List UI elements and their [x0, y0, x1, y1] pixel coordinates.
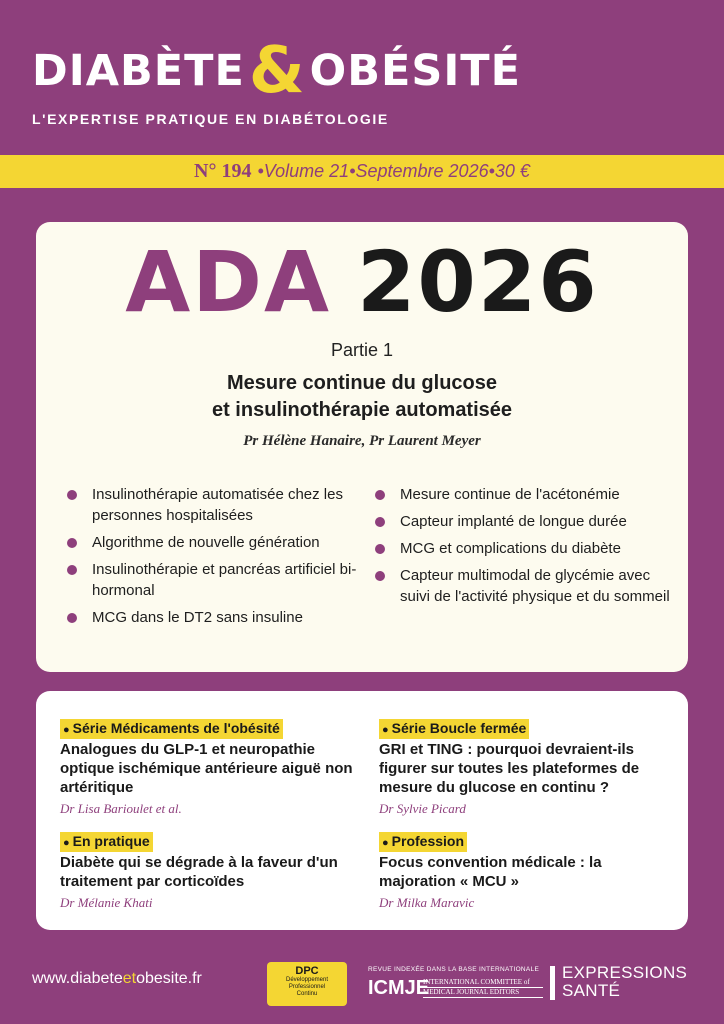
topics-list-left	[66, 484, 366, 634]
topic-item: Algorithme de nouvelle génération	[66, 532, 366, 553]
topic-item: MCG dans le DT2 sans insuline	[66, 607, 366, 628]
issue-volume: Volume 21	[263, 161, 350, 181]
dpc-line-2: Professionnel	[288, 984, 326, 990]
masthead-ampersand: &	[248, 34, 306, 108]
issue-date: Septembre 2026	[355, 161, 489, 181]
topic-item: Insulinothérapie automatisée chez les personnes hospitalisées	[66, 484, 366, 526]
icmje-subtitle	[423, 978, 543, 998]
topic-item: Insulinothérapie et pancréas artificiel bi-hormonal	[66, 559, 366, 601]
publisher-logo	[562, 964, 687, 1000]
feature-panel	[36, 222, 688, 672]
article-teaser[interactable]	[60, 719, 360, 817]
article-teaser[interactable]	[379, 832, 679, 911]
icmje-logo: ICMJE	[368, 977, 430, 999]
article-category: ● Série Boucle fermée	[379, 719, 529, 739]
issue-sep-1: •	[257, 161, 264, 181]
topic-item: Mesure continue de l'acétonémie	[374, 484, 679, 505]
website-url-highlight: et	[122, 970, 137, 987]
dpc-line-3: Continu	[296, 991, 318, 997]
icmje-subtitle-line-1: INTERNATIONAL COMMITTEE of	[423, 978, 543, 988]
issue-sep-3: •	[488, 161, 495, 181]
icmje-subtitle-line-2: MEDICAL JOURNAL EDITORS	[423, 988, 543, 998]
topic-item: Capteur multimodal de glycémie avec suivi de l'activité physique et du sommeil	[374, 565, 679, 607]
article-author: Dr Mélanie Khati	[60, 895, 153, 910]
article-title: Focus convention médicale : la majoration « MCU »	[379, 854, 602, 890]
issue-sep-2: •	[349, 161, 356, 181]
feature-subtitle	[36, 370, 688, 424]
publisher-line-2: SANTÉ	[562, 981, 621, 1000]
article-author: Dr Milka Maravic	[379, 895, 475, 910]
feature-subtitle-line-2: et insulinothérapie automatisée	[211, 399, 513, 421]
issue-bar	[0, 155, 724, 188]
feature-title-year: 2026	[356, 233, 599, 331]
website-link[interactable]	[32, 970, 202, 988]
article-teaser[interactable]	[60, 832, 360, 911]
publisher-line-1: EXPRESSIONS	[562, 963, 688, 982]
masthead-title	[32, 36, 521, 106]
website-url-prefix: www.diabete	[32, 970, 123, 987]
topic-item: Capteur implanté de longue durée	[374, 511, 679, 532]
issue-number: N° 194	[194, 160, 252, 182]
articles-panel	[36, 691, 688, 930]
masthead-tagline: L'EXPERTISE PRATIQUE EN DIABÉTOLOGIE	[32, 111, 389, 127]
article-title: Diabète qui se dégrade à la faveur d'un traitement par corticoïdes	[60, 854, 338, 890]
dpc-badge	[267, 962, 347, 1006]
topics-list-right	[374, 484, 679, 613]
feature-subtitle-line-1: Mesure continue du glucose	[226, 372, 498, 394]
feature-authors: Pr Hélène Hanaire, Pr Laurent Meyer	[243, 433, 481, 449]
feature-title-ada: ADA	[125, 233, 331, 331]
article-author: Dr Lisa Barioulet et al.	[60, 801, 182, 816]
publisher-logo-bar	[550, 966, 555, 1000]
icmje-index-text: REVUE INDEXÉE DANS LA BASE INTERNATIONALE	[368, 966, 540, 973]
article-title: Analogues du GLP-1 et neuropathie optique ischémique antérieure aiguë non artéritique	[60, 741, 353, 796]
masthead-word-obesite: OBÉSITÉ	[309, 46, 522, 96]
article-category: ● Série Médicaments de l'obésité	[60, 719, 283, 739]
topic-item: MCG et complications du diabète	[374, 538, 679, 559]
dpc-line-1: Développement	[285, 977, 329, 983]
issue-price: 30 €	[494, 161, 530, 181]
article-category: ● Profession	[379, 832, 467, 852]
feature-part: Partie 1	[330, 340, 394, 360]
dpc-title: DPC	[295, 965, 319, 977]
article-teaser[interactable]	[379, 719, 679, 817]
article-title: GRI et TING : pourquoi devraient-ils figurer sur toutes les plateformes de mesure du glucose en continu ?	[379, 741, 640, 796]
feature-title	[36, 233, 688, 331]
article-author: Dr Sylvie Picard	[379, 801, 466, 816]
website-url-suffix: obesite.fr	[136, 970, 202, 987]
article-category: ● En pratique	[60, 832, 153, 852]
masthead-word-diabete: DIABÈTE	[32, 46, 245, 96]
